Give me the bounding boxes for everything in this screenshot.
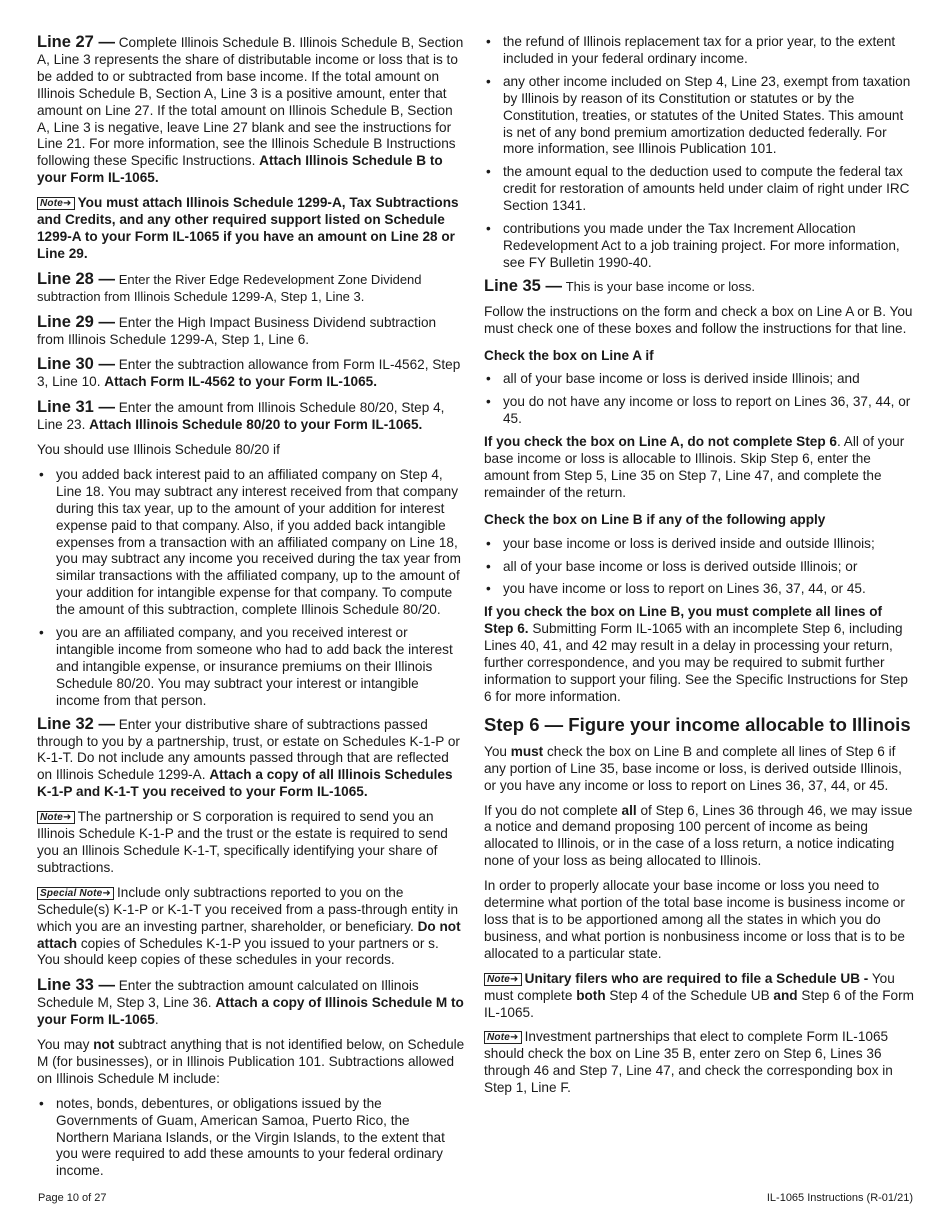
list-item: • you added back interest paid to an affiliated company on Step 4, Line 18. You may subtract any interest received from that company during this tax year, up to the amount of your addition for interest expense paid to that company. Also, if you added back intangible expenses from a transaction with an affiliated company on Line 18, you may subtract any income you received during the tax year from similar transactions with the affiliated company, up to the amount of your addition for intangible expense for that company. To compute the amount of this subtraction, complete Illinois Schedule 80/20. — [37, 467, 465, 619]
note-investment-partnerships: Note➜ Investment partnerships that elect to complete Form IL-1065 should check the box on Line 35 B, enter zero on Step 6, Lines 36 through 46 and Step 7, Line 47, and check the corresponding box in Step 1, Line F. — [484, 1029, 893, 1096]
line-30: Line 30 — Enter the subtraction allowance from Form IL-4562, Step 3, Line 10. Attach Form IL-4562 to your Form IL-1065. — [37, 355, 461, 390]
special-note: Special Note➜ Include only subtractions reported to you on the Schedule(s) K-1-P or K-1-T you received from a pass-through entity in which you are an investing partner, shareholder, or beneficiary. Do not attach copies of Schedules K-1-P you issued to your partners or s. You should keep copies of these schedules in your records. — [37, 884, 461, 968]
schedule-m-list-continued — [484, 34, 914, 272]
list-item: • your base income or loss is derived inside and outside Illinois; — [484, 536, 914, 553]
right-column — [484, 34, 914, 1105]
if-line-a: If you check the box on Line A, do not complete Step 6. All of your base income or loss is allocable to Illinois. Skip Step 6, enter the amount from Step 5, Line 35 on Step 7, Line 47, and complete the remainder of the return. — [484, 434, 905, 500]
check-line-a-heading: Check the box on Line A if — [484, 347, 654, 363]
line-27: Line 27 — Complete Illinois Schedule B. Illinois Schedule B, Section A, Line 3 represents the share of distributable income or loss that is to be added to or subtracted from base income. If the total amount on Illinois Schedule B, Section A, Line 3 is a positive amount, enter that amount on Line 27. If the total amount on Illinois Schedule B, Section A, Line 3 is negative, leave Line 27 blank and see the instructions for Line 21. For more information, see the Illinois Schedule B Instructions following these Specific Instructions. Attach Illinois Schedule B to your Form IL-1065. — [37, 33, 464, 186]
line-31: Line 31 — Enter the amount from Illinois Schedule 80/20, Step 4, Line 23. Attach Illinois Schedule 80/20 to your Form IL-1065. — [37, 398, 445, 433]
list-item: • notes, bonds, debentures, or obligations issued by the Governments of Guam, American Samoa, Puerto Rico, the Northern Mariana Islands, or the Virgin Islands, to the extent that you were required to add these amounts to your federal ordinary income. — [37, 1096, 465, 1181]
line-a-list — [484, 371, 914, 428]
list-item: • you do not have any income or loss to report on Lines 36, 37, 44, or 45. — [484, 394, 914, 428]
document-revision: IL-1065 Instructions (R-01/21) — [766, 1192, 913, 1204]
list-item: • contributions you made under the Tax Increment Allocation Redevelopment Act to a job training project. For more information, see FY Bulletin 1990-40. — [484, 221, 914, 272]
line-29: Line 29 — Enter the High Impact Business Dividend subtraction from Illinois Schedule 1299-A, Step 1, Line 6. — [37, 312, 437, 347]
note-icon: Note➜ — [37, 197, 75, 210]
list-item: • all of your base income or loss is derived inside Illinois; and — [484, 371, 914, 388]
use-schedule-8020: You should use Illinois Schedule 80/20 if — [37, 442, 280, 458]
list-item: • the refund of Illinois replacement tax for a prior year, to the extent included in your federal ordinary income. — [484, 34, 914, 68]
list-item: • you are an affiliated company, and you received interest or intangible income from someone who had to add back the interest and intangible expense, or insurance premiums on their Illinois Schedule 80/20. You may subtract your interest or intangible income from that person. — [37, 625, 465, 710]
step-6-heading: Step 6 — Figure your income allocable to Illinois — [484, 713, 911, 735]
may-not-subtract: You may not subtract anything that is not identified below, on Schedule M (for businesses), or in Illinois Publication 101. Subtractions allowed on Illinois Schedule M include: — [37, 1037, 465, 1086]
note-schedule-1299a: Note➜ You must attach Illinois Schedule 1299-A, Tax Subtractions and Credits, and any other required support listed on Schedule 1299-A to your Form IL-1065 if you have an amount on Line 28 or Line 29. — [37, 195, 459, 261]
line-b-list — [484, 536, 914, 599]
note-k1-schedules: Note➜ The partnership or S corporation is required to send you an Illinois Schedule K-1-P and the trust or the estate is required to send you an Illinois Schedule K-1-T, specifically identifying your share of subtractions. — [37, 809, 448, 875]
schedule-m-list — [37, 1096, 465, 1181]
check-line-b-heading: Check the box on Line B if any of the following apply — [484, 511, 826, 527]
list-item: • all of your base income or loss is derived outside Illinois; or — [484, 559, 914, 576]
line-28: Line 28 — Enter the River Edge Redevelopment Zone Dividend subtraction from Illinois Schedule 1299-A, Step 1, Line 3. — [37, 269, 422, 304]
page-number: Page 10 of 27 — [38, 1192, 107, 1204]
line-35: Line 35 — This is your base income or loss. — [484, 276, 756, 295]
special-note-icon: Special Note➜ — [37, 887, 114, 900]
schedule-8020-list — [37, 467, 465, 710]
note-icon: Note➜ — [484, 1031, 522, 1044]
note-icon: Note➜ — [37, 811, 75, 824]
must-complete: You must check the box on Line B and complete all lines of Step 6 if any portion of Line 35, base income or loss, is derived outside Illinois, or you have any income or loss to report on Lines 36, 37, 44, or 45. — [484, 743, 902, 793]
left-column — [37, 34, 465, 1186]
if-line-b: If you check the box on Line B, you must complete all lines of Step 6. Submitting Form IL-1065 with an incomplete Step 6, including Lines 40, 41, and 42 may result in a delay in processing your return, further correspondence, and you may be required to submit further information to support your filing. See the Specific Instructions for Step 6 for more information. — [484, 604, 908, 704]
not-all-complete: If you do not complete all of Step 6, Lines 36 through 46, we may issue a notice and demand proposing 100 percent of income as being allocated to Illinois, or in the case of a loss return, a notice indicating none of your loss as being allocated to Illinois. — [484, 802, 913, 869]
list-item: • any other income included on Step 4, Line 23, exempt from taxation by Illinois by reason of its Constitution or statutes or by the Constitution, treaties, or statutes of the United States. This amount is net of any bond premium amortization deducted federally. For more information, see Illinois Publication 101. — [484, 74, 914, 159]
follow-instructions: Follow the instructions on the form and check a box on Line A or B. You must check one of these boxes and follow the instructions for that line. — [484, 303, 913, 336]
line-33: Line 33 — Enter the subtraction amount calculated on Illinois Schedule M, Step 3, Line 36. Attach a copy of Illinois Schedule M to your Form IL-1065. — [37, 976, 464, 1028]
note-unitary-filers: Note➜ Unitary filers who are required to file a Schedule UB - You must complete both Step 4 of the Schedule UB and Step 6 of the Form IL-1065. — [484, 970, 914, 1020]
line-32: Line 32 — Enter your distributive share of subtractions passed through to you by a partnership, trust, or estate on Schedules K-1-P or K-1-T. Do not include any amounts passed through that are reflected on Illinois Schedule 1299-A. Attach a copy of all Illinois Schedules K-1-P and K-1-T you received to your Form IL-1065. — [37, 714, 460, 800]
note-icon: Note➜ — [484, 973, 522, 986]
allocate-paragraph: In order to properly allocate your base income or loss you need to determine what portion of the total base income is business income or loss that is to be apportioned among all the states in which you do business, and what portion is nonbusiness income or loss that is to be allocated to a particular state. — [484, 878, 905, 961]
list-item: • you have income or loss to report on Lines 36, 37, 44, or 45. — [484, 581, 914, 598]
list-item: • the amount equal to the deduction used to compute the federal tax credit for restoration of amounts held under claim of right under IRC Section 1341. — [484, 164, 914, 215]
